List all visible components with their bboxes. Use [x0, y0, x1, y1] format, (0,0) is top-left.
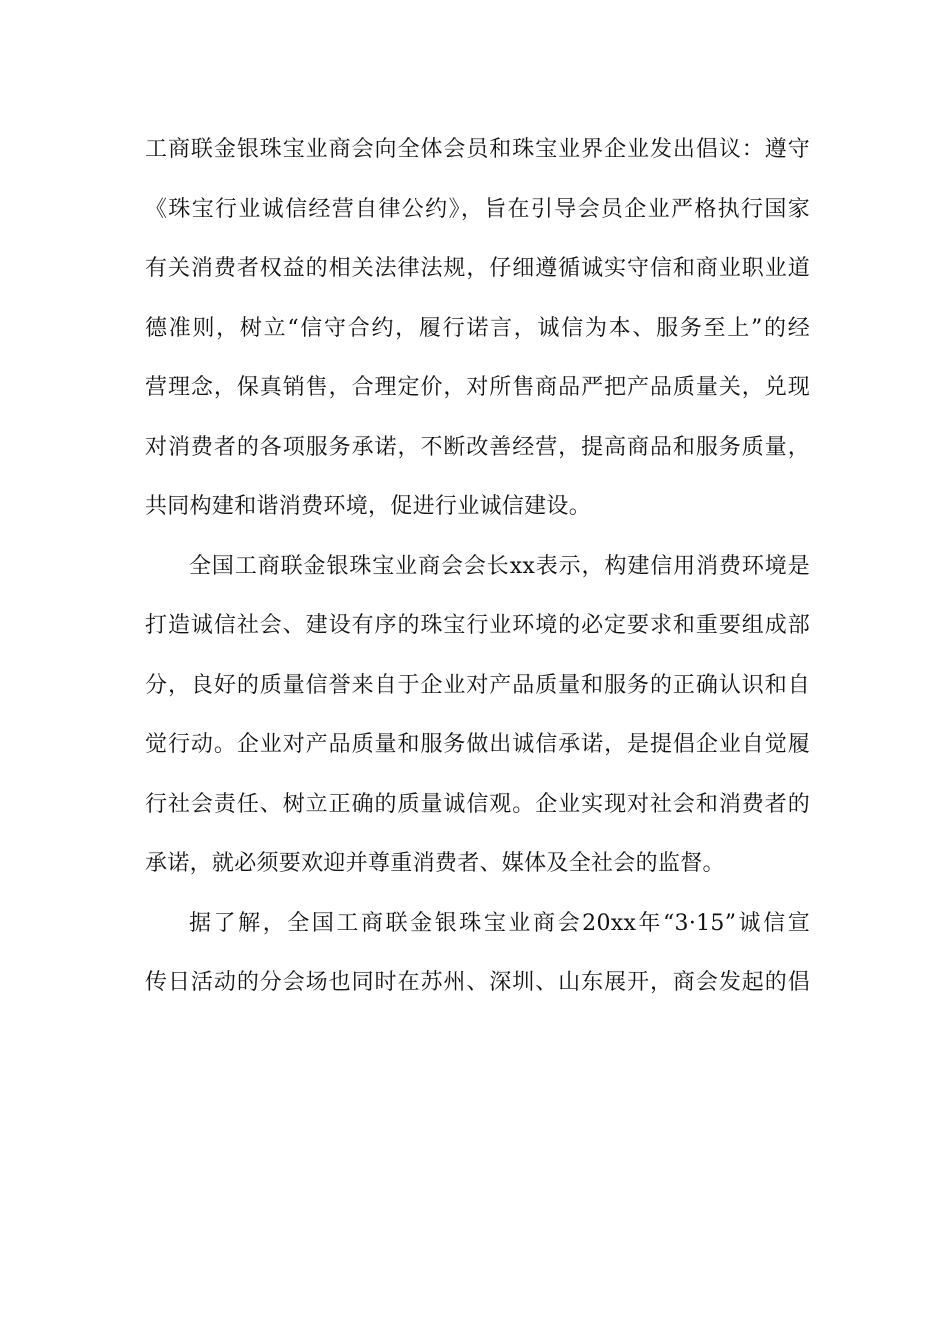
paragraph-2-line-4: 觉行动。企业对产品质量和服务做出诚信承诺，是提倡企业自觉履: [145, 732, 810, 757]
paragraph-3-line-1: 据了解，全国工商联金银珠宝业商会20xx年“3·15”诚信宣: [189, 910, 810, 936]
paragraph-1-line-3: 有关消费者权益的相关法律法规，仔细遵循诚实守信和商业职业道: [145, 256, 810, 281]
paragraph-2-line-2: 打造诚信社会、建设有序的珠宝行业环境的必定要求和重要组成部: [145, 613, 810, 638]
paragraph-2-line-1: 全国工商联金银珠宝业商会会长xx表示，构建信用消费环境是: [189, 553, 810, 579]
paragraph-2-line-5: 行社会责任、树立正确的质量诚信观。企业实现对社会和消费者的: [145, 791, 810, 817]
paragraph-1-line-6: 对消费者的各项服务承诺，不断改善经营，提高商品和服务质量，: [145, 434, 810, 460]
paragraph-1-line-5: 营理念，保真销售，合理定价，对所售商品严把产品质量关，兑现: [145, 375, 810, 400]
paragraph-1-line-7: 共同构建和谐消费环境，促进行业诚信建设。: [145, 494, 592, 519]
paragraph-2-line-3: 分，良好的质量信誉来自于企业对产品质量和服务的正确认识和自: [145, 672, 810, 698]
paragraph-3-line-2: 传日活动的分会场也同时在苏州、深圳、山东展开，商会发起的倡: [145, 970, 810, 995]
paragraph-1-line-2: 《珠宝行业诚信经营自律公约》，旨在引导会员企业严格执行国家: [145, 196, 810, 222]
paragraph-1-line-4: 德准则，树立“信守合约，履行诺言，诚信为本、服务至上”的经: [145, 315, 810, 341]
document-body: [145, 130, 810, 1023]
paragraph-1-line-1: 工商联金银珠宝业商会向全体会员和珠宝业界企业发出倡议：遵守: [145, 137, 810, 162]
paragraph-2-line-6: 承诺，就必须要欢迎并尊重消费者、媒体及全社会的监督。: [145, 851, 725, 876]
